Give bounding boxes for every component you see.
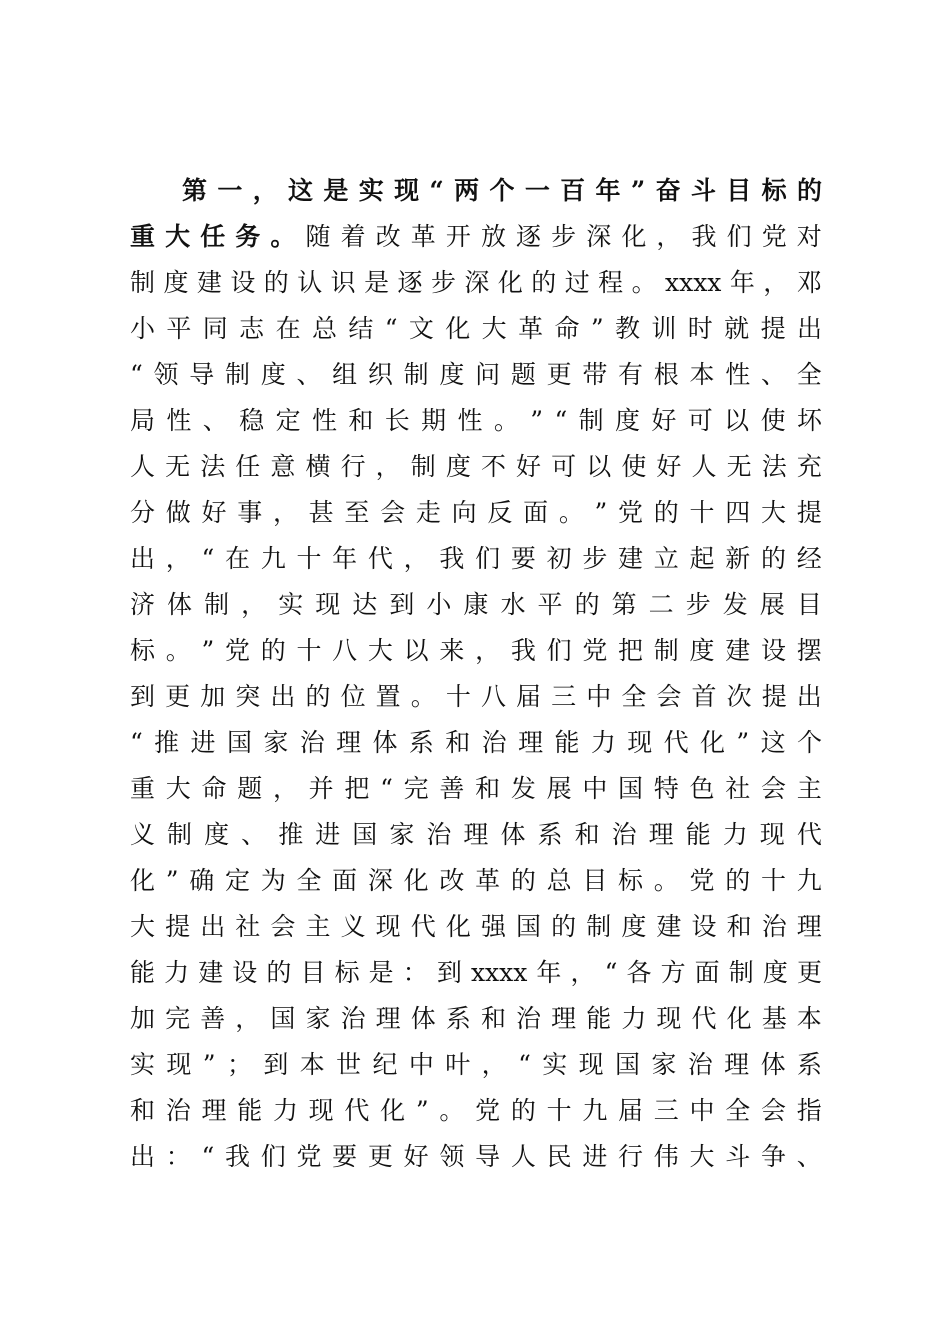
text-line: 制 度 建 设 的 认 识 是 逐 步 深 化 的 过 程 。 xxxx 年 ， 邓 (130, 268, 822, 297)
text-line: 到 更 加 突 出 的 位 置 。 十 八 届 三 中 全 会 首 次 提 出 (130, 682, 822, 711)
text-line: “ 领 导 制 度 、 组 织 制 度 问 题 更 带 有 根 本 性 、 全 (130, 360, 822, 389)
text-line: 义 制 度 、 推 进 国 家 治 理 体 系 和 治 理 能 力 现 代 (130, 820, 822, 849)
text-line: “ 推 进 国 家 治 理 体 系 和 治 理 能 力 现 代 化 ” 这 个 (130, 728, 822, 757)
text-line: 人 无 法 任 意 横 行 ， 制 度 不 好 可 以 使 好 人 无 法 充 (130, 452, 822, 481)
text-line: 出 ： “ 我 们 党 要 更 好 领 导 人 民 进 行 伟 大 斗 争 、 (130, 1142, 822, 1171)
text-line: 大 提 出 社 会 主 义 现 代 化 强 国 的 制 度 建 设 和 治 理 (130, 912, 822, 941)
text-line: 化 ” 确 定 为 全 面 深 化 改 革 的 总 目 标 。 党 的 十 九 (130, 866, 822, 895)
text-line: 重 大 任 务 。 随 着 改 革 开 放 逐 步 深 化 ， 我 们 党 对 (130, 222, 822, 251)
text-line: 加 完 善 ， 国 家 治 理 体 系 和 治 理 能 力 现 代 化 基 本 (130, 1004, 822, 1033)
body-paragraph (130, 168, 822, 1180)
text-line: 和 治 理 能 力 现 代 化 ” 。 党 的 十 九 届 三 中 全 会 指 (130, 1096, 822, 1125)
text-line: 小 平 同 志 在 总 结 “ 文 化 大 革 命 ” 教 训 时 就 提 出 (130, 314, 822, 343)
text-line: 局 性 、 稳 定 性 和 长 期 性 。 ” “ 制 度 好 可 以 使 坏 (130, 406, 822, 435)
text-line: 能 力 建 设 的 目 标 是 ： 到 xxxx 年 ， “ 各 方 面 制 度 更 (130, 958, 822, 987)
text-line: 分 做 好 事 ， 甚 至 会 走 向 反 面 。 ” 党 的 十 四 大 提 (130, 498, 822, 527)
text-line: 出 ， “ 在 九 十 年 代 ， 我 们 要 初 步 建 立 起 新 的 经 (130, 544, 822, 573)
text-line: 重 大 命 题 ， 并 把 “ 完 善 和 发 展 中 国 特 色 社 会 主 (130, 774, 822, 803)
text-line: 第 一 ， 这 是 实 现 “ 两 个 一 百 年 ” 奋 斗 目 标 的 (182, 176, 822, 205)
text-line: 济 体 制 ， 实 现 达 到 小 康 水 平 的 第 二 步 发 展 目 (130, 590, 822, 619)
text-line: 标 。 ” 党 的 十 八 大 以 来 ， 我 们 党 把 制 度 建 设 摆 (130, 636, 822, 665)
text-line: 实 现 ” ； 到 本 世 纪 中 叶 ， “ 实 现 国 家 治 理 体 系 (130, 1050, 822, 1079)
